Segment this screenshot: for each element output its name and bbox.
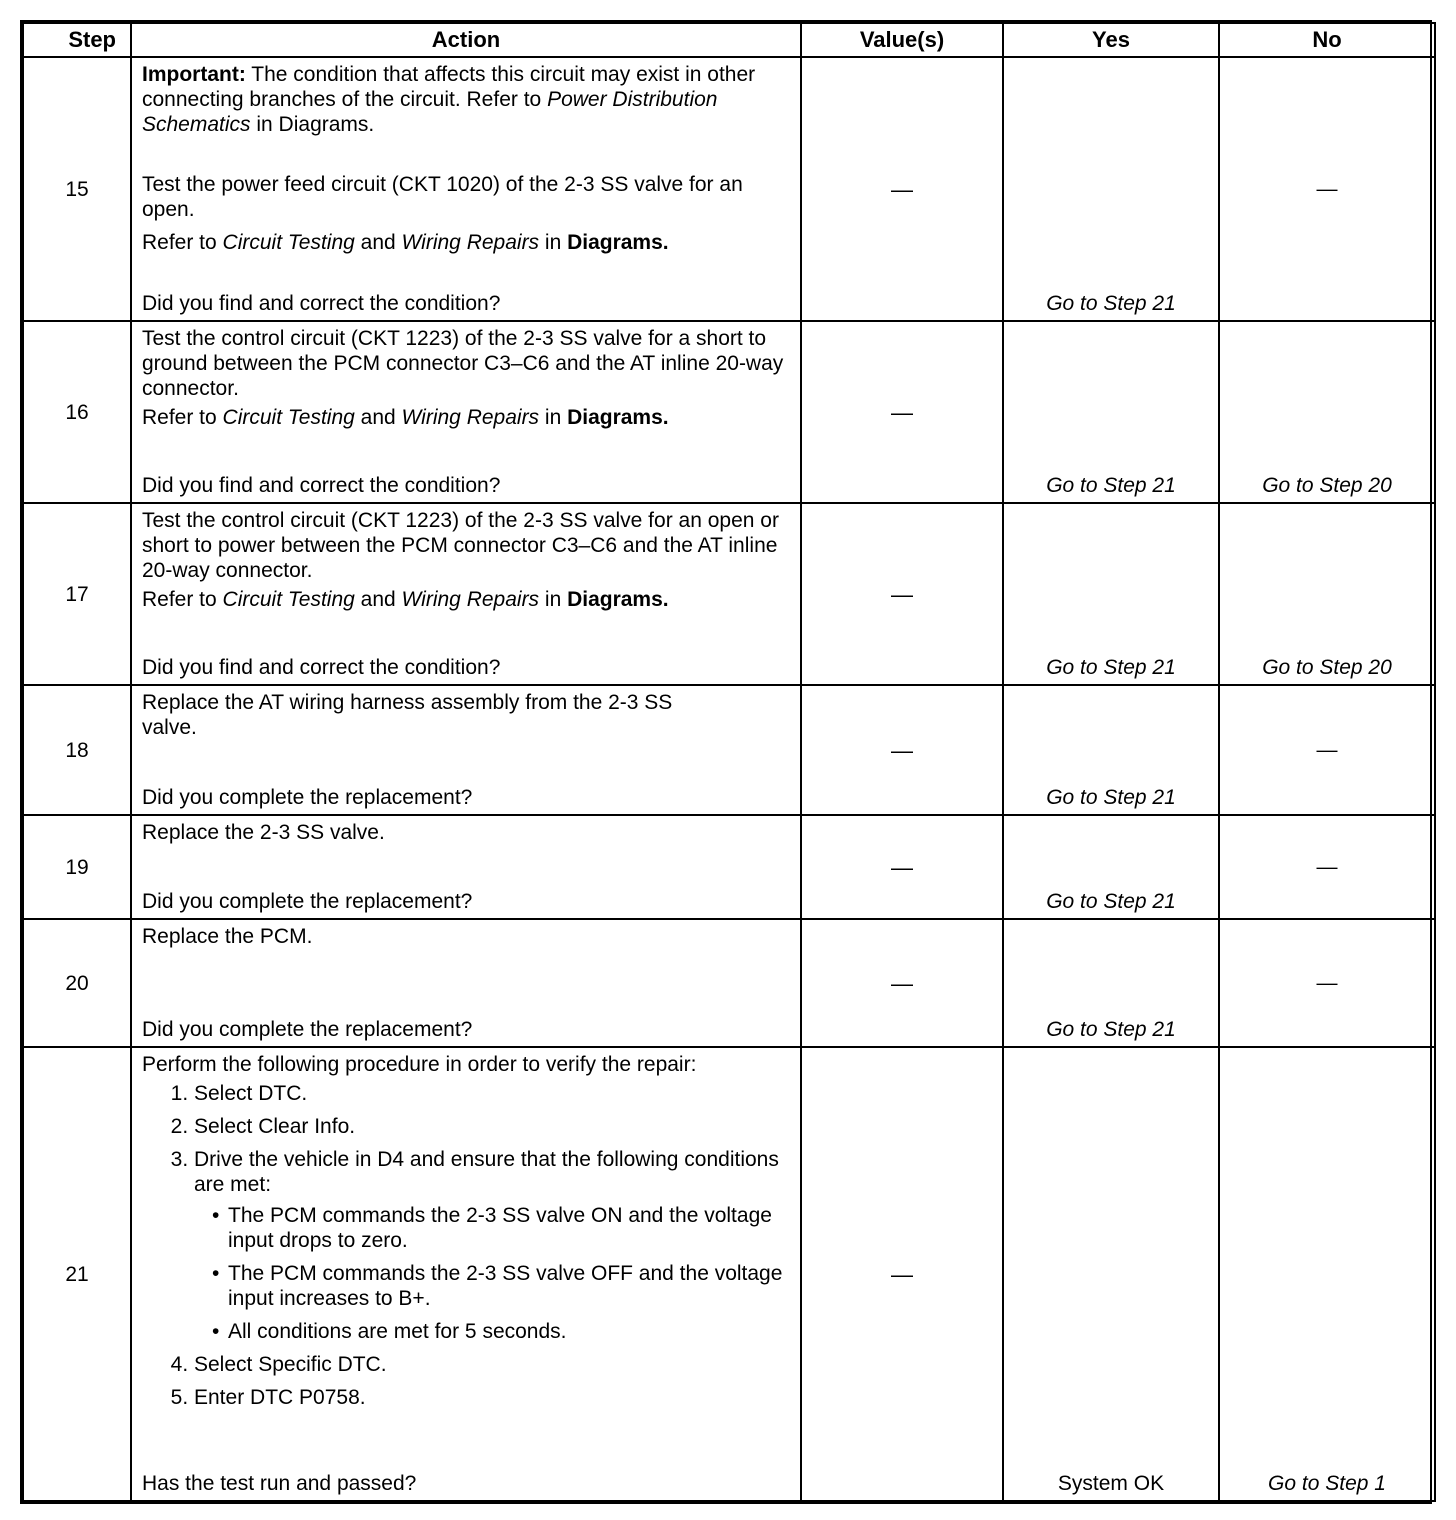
- yes-result: Go to Step 21: [1046, 474, 1176, 497]
- step-number: 20: [23, 919, 131, 1047]
- condition-item: • The PCM commands the 2-3 SS valve ON and the voltage input drops to zero.: [228, 1203, 790, 1253]
- refer-in: in: [539, 588, 568, 611]
- table-row: [23, 1047, 1435, 1501]
- refer-diagrams: Diagrams.: [567, 406, 669, 429]
- no-cell: [1219, 919, 1435, 1047]
- refer-prefix: Refer to: [142, 231, 223, 254]
- no-result: —: [1316, 738, 1338, 762]
- important-tail: in Diagrams.: [250, 113, 375, 136]
- refer-prefix: Refer to: [142, 588, 223, 611]
- yes-result: Go to Step 21: [1046, 890, 1176, 913]
- replace-instruction: Replace the AT wiring harness assembly from the 2-3 SS valve.: [142, 691, 673, 739]
- refer-circuit-testing: Circuit Testing: [222, 406, 355, 429]
- value-cell: —: [801, 57, 1003, 321]
- table-row: [23, 57, 1435, 321]
- important-note: [142, 62, 790, 137]
- procedure-step: 2. Select Clear Info.: [194, 1114, 790, 1139]
- refer-and: and: [354, 231, 402, 254]
- table-row: [23, 321, 1435, 503]
- value-cell: —: [801, 1047, 1003, 1501]
- important-ref: Power Distribution Schematics: [142, 88, 718, 136]
- question: Did you complete the replacement?: [142, 890, 473, 913]
- condition-item: • All conditions are met for 5 seconds.: [228, 1319, 790, 1344]
- action-cell: [131, 503, 801, 685]
- table-row: [23, 685, 1435, 815]
- action-cell: [131, 57, 801, 321]
- header-yes: Yes: [1003, 23, 1219, 57]
- header-row: [23, 23, 1435, 57]
- no-cell: [1219, 321, 1435, 503]
- step-number: 21: [23, 1047, 131, 1501]
- step-number: 19: [23, 815, 131, 919]
- yes-cell: [1003, 685, 1219, 815]
- step-number: 18: [23, 685, 131, 815]
- header-action: Action: [131, 23, 801, 57]
- yes-result: Go to Step 21: [1046, 786, 1176, 809]
- header-step: Step: [23, 23, 131, 57]
- no-cell: [1219, 815, 1435, 919]
- no-result: Go to Step 20: [1262, 656, 1392, 679]
- refer-in: in: [539, 406, 568, 429]
- yes-cell: [1003, 57, 1219, 321]
- action-cell: [131, 815, 801, 919]
- refer-wiring-repairs: Wiring Repairs: [401, 231, 540, 254]
- replace-instruction: Replace the PCM.: [142, 925, 313, 948]
- important-text: The condition that affects this circuit may exist in other connecting branches of the circuit. Refer to: [142, 63, 756, 111]
- step-number: 16: [23, 321, 131, 503]
- value-cell: —: [801, 919, 1003, 1047]
- refer-line: [142, 405, 790, 430]
- no-cell: [1219, 503, 1435, 685]
- refer-circuit-testing: Circuit Testing: [222, 231, 355, 254]
- question: Did you complete the replacement?: [142, 786, 473, 809]
- refer-diagrams: Diagrams.: [567, 231, 669, 254]
- replace-instruction: Replace the 2-3 SS valve.: [142, 821, 385, 844]
- refer-and: and: [354, 588, 402, 611]
- no-result: Go to Step 20: [1262, 474, 1392, 497]
- no-result: —: [1316, 971, 1338, 995]
- refer-in: in: [539, 231, 568, 254]
- value-cell: —: [801, 503, 1003, 685]
- test-instruction: Test the control circuit (CKT 1223) of the 2-3 SS valve for a short to ground between the PCM connector C3–C6 and the AT inline 20-way connector.: [142, 327, 784, 400]
- no-cell: [1219, 57, 1435, 321]
- question: Has the test run and passed?: [142, 1472, 417, 1495]
- refer-line: [142, 587, 790, 612]
- no-cell: [1219, 1047, 1435, 1501]
- procedure-step-text: Drive the vehicle in D4 and ensure that the following conditions are met:: [194, 1148, 779, 1196]
- no-result: —: [1316, 855, 1338, 879]
- header-values: Value(s): [801, 23, 1003, 57]
- test-instruction: Test the control circuit (CKT 1223) of the 2-3 SS valve for an open or short to power between the PCM connector C3–C6 and the AT inline 20-way connector.: [142, 509, 779, 582]
- refer-line: [142, 230, 790, 255]
- action-cell: [131, 321, 801, 503]
- question: Did you complete the replacement?: [142, 1018, 473, 1041]
- yes-cell: [1003, 815, 1219, 919]
- yes-cell: [1003, 321, 1219, 503]
- yes-cell: [1003, 1047, 1219, 1501]
- refer-wiring-repairs: Wiring Repairs: [401, 406, 540, 429]
- yes-cell: [1003, 919, 1219, 1047]
- diagnostic-table: [22, 22, 1436, 1502]
- table-row: [23, 503, 1435, 685]
- important-label: Important:: [142, 63, 246, 86]
- procedure-step: 5. Enter DTC P0758.: [194, 1385, 790, 1410]
- no-cell: [1219, 685, 1435, 815]
- condition-list: [194, 1203, 790, 1344]
- refer-and: and: [354, 406, 402, 429]
- action-cell: [131, 919, 801, 1047]
- yes-result: Go to Step 21: [1046, 292, 1176, 315]
- procedure-steps: [142, 1081, 790, 1410]
- yes-result: Go to Step 21: [1046, 1018, 1176, 1041]
- action-cell: [131, 1047, 801, 1501]
- condition-item: • The PCM commands the 2-3 SS valve OFF and the voltage input increases to B+.: [228, 1261, 790, 1311]
- refer-prefix: Refer to: [142, 406, 223, 429]
- procedure-intro: Perform the following procedure in order to verify the repair:: [142, 1053, 697, 1076]
- question: Did you find and correct the condition?: [142, 292, 501, 315]
- yes-result: System OK: [1057, 1472, 1165, 1495]
- yes-cell: [1003, 503, 1219, 685]
- question: Did you find and correct the condition?: [142, 474, 501, 497]
- step-number: 15: [23, 57, 131, 321]
- yes-result: Go to Step 21: [1046, 656, 1176, 679]
- refer-wiring-repairs: Wiring Repairs: [401, 588, 540, 611]
- no-result: Go to Step 1: [1268, 1472, 1386, 1495]
- value-cell: —: [801, 321, 1003, 503]
- procedure-step: 1. Select DTC.: [194, 1081, 790, 1106]
- value-cell: —: [801, 685, 1003, 815]
- diagnostic-table-page: [20, 20, 1432, 1504]
- test-instruction: Test the power feed circuit (CKT 1020) of the 2-3 SS valve for an open.: [142, 173, 743, 221]
- value-cell: —: [801, 815, 1003, 919]
- step-number: 17: [23, 503, 131, 685]
- table-row: [23, 919, 1435, 1047]
- action-cell: [131, 685, 801, 815]
- header-no: No: [1219, 23, 1435, 57]
- refer-diagrams: Diagrams.: [567, 588, 669, 611]
- question: Did you find and correct the condition?: [142, 656, 501, 679]
- procedure-step: 4. Select Specific DTC.: [194, 1352, 790, 1377]
- table-row: [23, 815, 1435, 919]
- procedure-step: [194, 1147, 790, 1344]
- no-result: —: [1316, 177, 1338, 201]
- refer-circuit-testing: Circuit Testing: [222, 588, 355, 611]
